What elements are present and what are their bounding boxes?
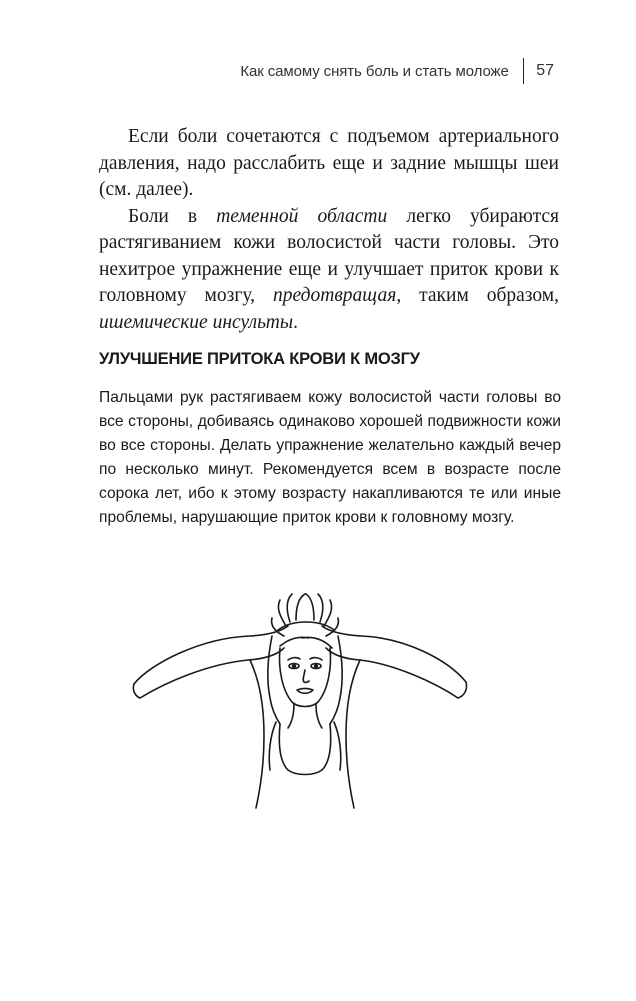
section-heading: УЛУЧШЕНИЕ ПРИТОКА КРОВИ К МОЗГУ xyxy=(99,350,420,368)
exercise-illustration xyxy=(130,586,470,810)
p2-text-4: . xyxy=(293,311,298,333)
p2-text-1: Боли в xyxy=(128,205,217,227)
running-head xyxy=(240,58,554,84)
p2-emphasis-1: теменной области xyxy=(216,205,388,227)
p2-emphasis-3: ишемические инсульты xyxy=(99,311,294,333)
running-title: Как самому снять боль и стать моложе xyxy=(240,62,509,80)
woman-massaging-scalp-drawing xyxy=(130,586,470,810)
exercise-instruction: Пальцами рук растягиваем кожу волосистой части головы во все стороны, добиваясь одинаково хорошей подвижности кожи во все стороны. Делать упражнение желательно каждый вечер по несколько минут. Рекомендуется всем в возрасте после сорока лет, ибо к этому возрасту накапливаются те или иные проблемы, нарушающие приток крови к головному мозгу. xyxy=(99,389,561,526)
p2-text-2: легко убираются растягиванием кожи волосистой части головы. Это нехитрое упражнение еще и улучшает приток крови к головному мозгу, xyxy=(99,205,559,306)
page-number: 57 xyxy=(536,62,554,79)
paragraph-2 xyxy=(99,204,559,337)
paragraph-1: Если боли сочетаются с подъемом артериального давления, надо расслабить еще и задние мышцы шеи (см. далее). xyxy=(99,126,559,200)
body-text xyxy=(99,124,559,336)
p2-text-3: , таким образом, xyxy=(396,285,559,306)
header-divider xyxy=(523,58,525,84)
p2-emphasis-2: предотвращая xyxy=(272,285,397,306)
